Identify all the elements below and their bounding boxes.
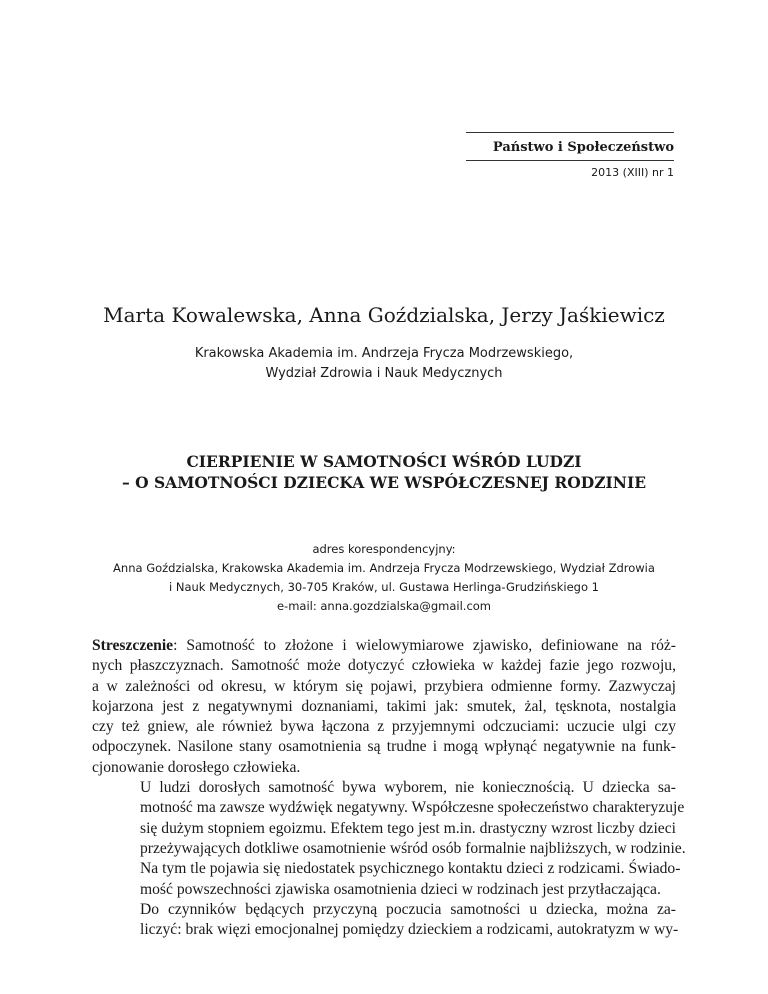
affiliation-line-2: Wydział Zdrowia i Nauk Medycznych — [265, 366, 503, 381]
abstract-line — [92, 636, 676, 656]
abstract-line: nych płaszczyznach. Samotność może dotyczyć człowieka w każdej fazie jego rozwoju, — [92, 657, 676, 675]
correspondence-line-1: Anna Goździalska, Krakowska Akademia im. Andrzeja Frycza Modrzewskiego, Wydział Zdrowia — [113, 561, 655, 575]
journal-header — [466, 132, 674, 179]
abstract-label: Streszczenie — [92, 637, 174, 654]
journal-name: Państwo i Społeczeństwo — [492, 140, 674, 155]
abstract-line-text: : Samotność to złożone i wielowymiarowe zjawisko, definiowane na róż- — [173, 637, 676, 654]
correspondence-email: e-mail: anna.gozdzialska@gmail.com — [276, 599, 492, 613]
affiliation — [0, 344, 768, 384]
authors: Marta Kowalewska, Anna Goździalska, Jerzy Jaśkiewicz — [103, 303, 665, 327]
abstract-line: cjonowanie dorosłego człowieka. — [92, 758, 301, 776]
abstract-line: się dużym stopniem egoizmu. Efektem tego jest m.in. drastyczny wzrost liczby dzieci — [140, 819, 676, 837]
abstract-line: odpoczynek. Nasilone stany osamotnienia są trudne i mogą wpłynąć negatywnie na funk- — [92, 738, 676, 756]
correspondence-line-2: i Nauk Medycznych, 30-705 Kraków, ul. Gustawa Herlinga-Grudzińskiego 1 — [169, 580, 599, 594]
abstract-line: czy też gniew, ale również bywa łączona z przyjemnymi odczuciami: uczucie ulgi czy — [92, 718, 676, 736]
abstract — [92, 636, 686, 940]
abstract-line: mość powszechności zjawiska osamotnienia dzieci w rodzinach jest przytłaczająca. — [140, 880, 661, 898]
abstract-line: przeżywających dotkliwe osamotnienie wśród osób formalnie najbliższych, w rodzinie. — [140, 839, 686, 857]
abstract-paragraph-2 — [92, 778, 686, 900]
abstract-line: U ludzi dorosłych samotność bywa wyborem, nie koniecznością. U dziecka sa- — [140, 779, 676, 797]
abstract-line: kojarzona jest z negatywnymi doznaniami, takimi jak: smutek, żal, tęsknota, nostalgia — [92, 697, 676, 715]
abstract-line: motność ma zawsze wydźwięk negatywny. Współczesne społeczeństwo charakteryzuje — [140, 799, 685, 817]
abstract-paragraph-3 — [92, 900, 679, 941]
abstract-line: a w zależności od okresu, w którym się pojawi, przybiera odmienne formy. Zazwyczaj — [92, 677, 676, 695]
abstract-line: Na tym tle pojawia się niedostatek psychicznego kontaktu dzieci z rodzicami. Świado- — [140, 860, 681, 878]
article-title — [0, 451, 768, 493]
abstract-line: liczyć: brak więzi emocjonalnej pomiędzy dzieckiem a rodzicami, autokratyzm w wy- — [140, 921, 679, 939]
title-line-2: – O SAMOTNOŚCI DZIECKA WE WSPÓŁCZESNEJ RODZINIE — [121, 473, 647, 492]
correspondence-label: adres korespondencyjny: — [312, 542, 456, 556]
abstract-paragraph-1 — [92, 636, 676, 778]
journal-issue: 2013 (XIII) nr 1 — [591, 166, 674, 179]
abstract-line: Do czynników będących przyczyną poczucia samotności u dziecka, można za- — [140, 900, 676, 918]
title-line-1: CIERPIENIE W SAMOTNOŚCI WŚRÓD LUDZI — [186, 452, 582, 471]
affiliation-line-1: Krakowska Akademia im. Andrzeja Frycza Modrzewskiego, — [194, 346, 574, 361]
correspondence-address — [0, 540, 768, 616]
